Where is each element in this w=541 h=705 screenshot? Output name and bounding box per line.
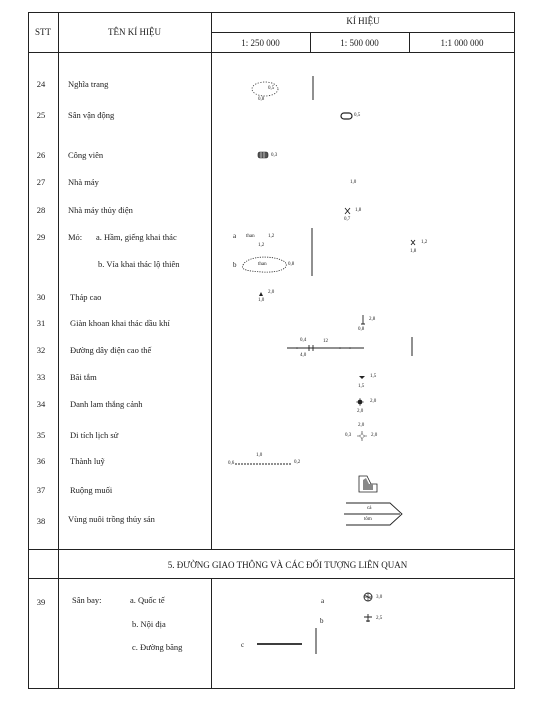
r24-dim-1: 0,5 <box>268 86 275 91</box>
header-scale-1m: 1:1 000 000 <box>440 38 484 48</box>
row-28-name: Nhà máy thủy điện <box>68 205 133 215</box>
row-24-stt: 24 <box>36 79 46 89</box>
r32-dim-b: 12 <box>323 339 328 344</box>
r30-dim-1: 2,0 <box>268 290 275 295</box>
hydro-plant-symbol <box>345 208 350 214</box>
r36-dim-top: 1,0 <box>256 453 263 458</box>
beach-symbol <box>359 376 365 379</box>
row-34-stt: 34 <box>36 399 46 409</box>
header-symbol: KÍ HIỆU <box>346 16 380 26</box>
r26-dim: 0,3 <box>271 153 278 158</box>
r35-dim-top: 2,0 <box>358 423 365 428</box>
header-stt: STT <box>34 27 51 37</box>
r38-label-bottom: tôm <box>364 517 372 522</box>
r29-b-dim: 0,8 <box>288 262 295 267</box>
header-scale-250k: 1: 250 000 <box>241 38 280 48</box>
r39-a-dim: 3,0 <box>376 595 383 600</box>
r28-dim-1: 1,8 <box>355 208 362 213</box>
r29-a-dim-2: 1,2 <box>258 243 265 248</box>
row-38-name: Vùng nuôi trồng thủy sản <box>68 514 155 524</box>
r29-label-a: a <box>233 232 237 240</box>
r33-dim-1: 1,5 <box>370 374 377 379</box>
r39-label-b: b <box>320 617 324 625</box>
r29-a-dim-1: 1,2 <box>268 234 275 239</box>
row-33-stt: 33 <box>36 372 46 382</box>
airport-domestic-symbol <box>364 614 372 622</box>
row-29-sub-a: a. Hầm, giếng khai thác <box>96 232 177 242</box>
r38-label-top: cá <box>367 506 372 511</box>
r30-dim-2: 1,0 <box>258 298 265 303</box>
row-31-name: Giàn khoan khai thác dầu khí <box>70 318 170 328</box>
row-27-stt: 27 <box>36 177 46 187</box>
r24-dim-2: 0,8 <box>258 97 265 102</box>
row-29-sub-b: b. Vỉa khai thác lộ thiên <box>98 259 180 269</box>
r29-label-b: b <box>233 261 237 269</box>
r28-dim-2: 0,7 <box>344 217 351 222</box>
row-36-name: Thành luỹ <box>70 456 105 466</box>
row-36-stt: 36 <box>36 456 46 466</box>
r33-dim-2: 1,5 <box>358 384 365 389</box>
row-38-stt: 38 <box>36 516 46 526</box>
park-symbol <box>258 152 268 158</box>
row-29-name: Mỏ: <box>68 232 83 242</box>
row-27-name: Nhà máy <box>68 177 99 187</box>
r31-dim-2: 0,8 <box>358 327 365 332</box>
row-30-name: Tháp cao <box>70 292 102 302</box>
r34-dim-1: 2,0 <box>370 399 377 404</box>
row-29-stt: 29 <box>36 232 46 242</box>
row-35-name: Di tích lịch sử <box>70 430 119 440</box>
row-39-name: Sân bay: <box>72 595 102 605</box>
r34-dim-2: 2,0 <box>357 409 364 414</box>
row-25-stt: 25 <box>36 110 46 120</box>
row-39-sub-b: b. Nội địa <box>132 619 166 629</box>
aquaculture-symbol <box>344 503 402 525</box>
r39-label-a: a <box>321 597 325 605</box>
tower-symbol <box>259 292 263 296</box>
row-31-stt: 31 <box>36 318 46 328</box>
row-32-stt: 32 <box>36 345 46 355</box>
r32-dim-a: 0,4 <box>300 338 307 343</box>
r32-dim-c: 4,0 <box>300 353 307 358</box>
r29-b-word: than <box>258 262 267 267</box>
header-scale-500k: 1: 500 000 <box>340 38 379 48</box>
historic-site-symbol <box>360 434 364 438</box>
row-24-name: Nghĩa trang <box>68 79 109 89</box>
row-30-stt: 30 <box>36 292 46 302</box>
section-5-title: 5. ĐƯỜNG GIAO THÔNG VÀ CÁC ĐỐI TƯỢNG LIÊN QUAN <box>167 560 408 570</box>
mine-1m-symbol <box>411 240 415 245</box>
row-37-name: Ruộng muối <box>70 485 113 495</box>
row-39-stt: 39 <box>36 597 46 607</box>
r25-dim: 0,5 <box>354 113 361 118</box>
row-33-name: Bãi tắm <box>70 372 97 382</box>
r35-dim-left: 0,3 <box>345 433 352 438</box>
oil-rig-symbol <box>361 315 365 324</box>
row-28-stt: 28 <box>36 205 46 215</box>
r35-dim-right: 2,0 <box>371 433 378 438</box>
row-26-stt: 26 <box>36 150 46 160</box>
row-39-sub-a: a. Quốc tế <box>130 595 165 605</box>
r39-b-dim: 2,5 <box>376 616 383 621</box>
row-25-name: Sân vận động <box>68 110 115 120</box>
row-34-name: Danh lam thắng cảnh <box>70 399 143 409</box>
r31-dim-1: 2,8 <box>369 317 376 322</box>
stadium-symbol <box>341 113 352 119</box>
row-32-name: Đường dây điện cao thế <box>70 345 152 355</box>
r36-dim-left: 0,6 <box>228 461 235 466</box>
r29-1m-dim-2: 1,8 <box>410 249 417 254</box>
r39-label-c: c <box>241 641 245 649</box>
row-37-stt: 37 <box>36 485 46 495</box>
r29-1m-dim-1: 1,2 <box>421 240 428 245</box>
r29-a-word: than <box>246 234 255 239</box>
r36-dim-right: 0,2 <box>294 460 301 465</box>
row-39-sub-c: c. Đường băng <box>132 642 183 652</box>
header-name: TÊN KÍ HIỆU <box>108 27 161 37</box>
row-35-stt: 35 <box>36 430 46 440</box>
row-26-name: Công viên <box>68 150 104 160</box>
r27-dim: 1,0 <box>350 180 357 185</box>
